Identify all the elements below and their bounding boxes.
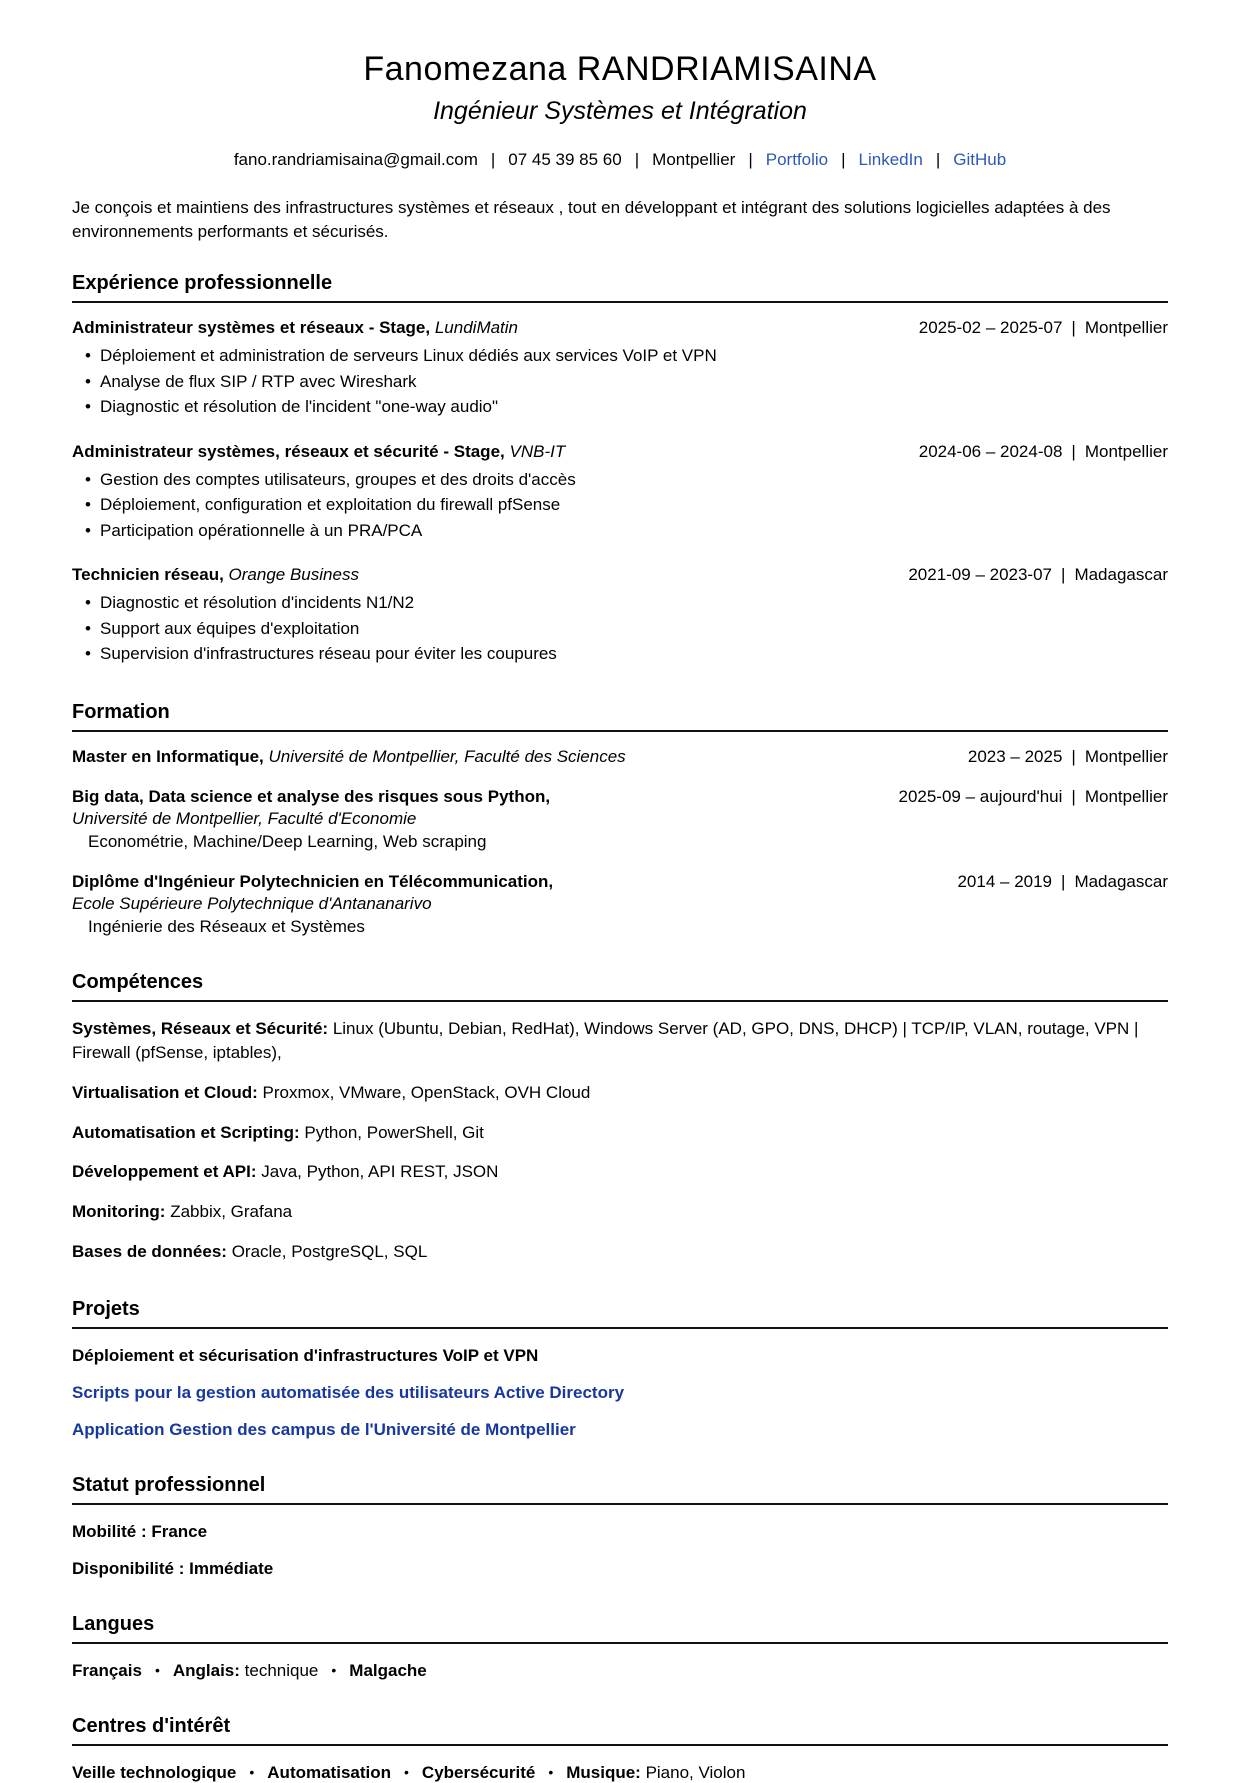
language-level: technique <box>244 1661 319 1681</box>
contact-separator: | <box>935 150 941 169</box>
bullet-item: • Diagnostic et résolution d'incidents N1/N2 <box>100 590 1168 616</box>
section-heading-education: Formation <box>72 701 1168 732</box>
section-heading-experience: Expérience professionnelle <box>72 272 1168 303</box>
entry-title-line <box>72 747 626 767</box>
contact-email: fano.randriamisaina@gmail.com <box>233 150 478 169</box>
entry-date: 2021-09 – 2023-07 <box>908 565 1053 585</box>
skill-line <box>72 1200 1168 1225</box>
skill-category-label: Automatisation et Scripting: <box>72 1122 300 1142</box>
entry-meta <box>957 872 1168 892</box>
contact-link-portfolio[interactable]: Portfolio <box>765 150 829 169</box>
interest-item: Cybersécurité <box>421 1763 536 1783</box>
entry-company: Orange Business <box>228 565 359 585</box>
education-details: Econométrie, Machine/Deep Learning, Web scraping <box>88 831 487 851</box>
interest-list <box>72 1763 1168 1783</box>
project-link[interactable]: Application Gestion des campus de l'Université de Montpellier <box>72 1420 576 1440</box>
experience-entry <box>72 318 1168 420</box>
entry-title: Administrateur systèmes, réseaux et sécurité - Stage, <box>72 441 505 461</box>
contact-location: Montpellier <box>652 150 736 169</box>
skill-category-label: Virtualisation et Cloud: <box>72 1083 258 1103</box>
school-name: Ecole Supérieure Polytechnique d'Antananarivo <box>72 893 432 913</box>
degree-title: Big data, Data science et analyse des risques sous Python, <box>72 786 551 806</box>
bullet-item: • Déploiement et administration de serveurs Linux dédiés aux services VoIP et VPN <box>100 343 1168 369</box>
school-name: Université de Montpellier, Faculté d'Economie <box>72 808 417 828</box>
meta-separator: | <box>1071 746 1076 766</box>
entry-date: 2023 – 2025 <box>967 746 1063 766</box>
entry-header <box>72 747 1168 767</box>
degree-title: Master en Informatique, <box>72 746 264 766</box>
entry-date: 2014 – 2019 <box>957 871 1053 891</box>
entry-meta <box>908 565 1168 585</box>
section-heading-skills: Compétences <box>72 971 1168 1002</box>
interest-item: Musique: <box>566 1763 641 1783</box>
candidate-title: Ingénieur Systèmes et Intégration <box>433 97 807 125</box>
language-list <box>72 1661 1168 1681</box>
contact-row <box>72 150 1168 170</box>
entry-header <box>72 565 1168 585</box>
education-entry <box>72 747 1168 767</box>
education-entry <box>72 872 1168 937</box>
entry-location: Montpellier <box>1084 746 1168 766</box>
skill-values: Zabbix, Grafana <box>170 1201 293 1221</box>
entry-meta <box>898 787 1168 807</box>
language-item: Malgache <box>349 1661 427 1681</box>
entry-date: 2025-09 – aujourd'hui <box>898 786 1063 806</box>
bullet-item: • Participation opérationnelle à un PRA/PCA <box>100 518 1168 544</box>
skill-line <box>72 1017 1168 1066</box>
entry-header <box>72 872 1168 892</box>
project-title: Déploiement et sécurisation d'infrastructures VoIP et VPN <box>72 1346 539 1366</box>
section-heading-status: Statut professionnel <box>72 1474 1168 1505</box>
section-experience <box>72 272 1168 667</box>
list-separator-dot: • <box>331 1662 337 1679</box>
section-projects <box>72 1298 1168 1440</box>
section-interests <box>72 1715 1168 1783</box>
section-heading-languages: Langues <box>72 1613 1168 1644</box>
skill-line <box>72 1121 1168 1146</box>
entry-header <box>72 318 1168 338</box>
entry-meta <box>919 442 1168 462</box>
meta-separator: | <box>1061 871 1066 891</box>
education-entry <box>72 787 1168 852</box>
bullet-item: • Supervision d'infrastructures réseau pour éviter les coupures <box>100 641 1168 667</box>
section-skills <box>72 971 1168 1264</box>
project-link[interactable]: Scripts pour la gestion automatisée des utilisateurs Active Directory <box>72 1383 625 1403</box>
list-separator-dot: • <box>154 1662 160 1679</box>
contact-separator: | <box>490 150 496 169</box>
bullet-item: • Diagnostic et résolution de l'incident "one-way audio" <box>100 394 1168 420</box>
section-education <box>72 701 1168 937</box>
meta-separator: | <box>1071 441 1076 461</box>
experience-entry <box>72 565 1168 667</box>
experience-entry <box>72 442 1168 544</box>
skill-line <box>72 1240 1168 1265</box>
language-item: Anglais: <box>172 1661 240 1681</box>
degree-title: Diplôme d'Ingénieur Polytechnicien en Télécommunication, <box>72 871 554 891</box>
entry-title-line <box>72 565 359 585</box>
summary-text: Je conçois et maintiens des infrastructures systèmes et réseaux , tout en développant et intégrant des solutions logicielles adaptées à des environnements performants et sécurisés. <box>72 198 1111 242</box>
interest-item: Automatisation <box>267 1763 392 1783</box>
entry-title-line <box>72 442 565 462</box>
candidate-name: Fanomezana RANDRIAMISAINA <box>363 50 877 88</box>
entry-title: Administrateur systèmes et réseaux - Stage, <box>72 318 431 338</box>
skill-category-label: Bases de données: <box>72 1241 227 1261</box>
contact-phone: 07 45 39 85 60 <box>508 150 622 169</box>
language-item: Français <box>72 1661 142 1681</box>
skill-category-label: Systèmes, Réseaux et Sécurité: <box>72 1018 329 1038</box>
skill-values: Proxmox, VMware, OpenStack, OVH Cloud <box>262 1083 591 1103</box>
contact-separator: | <box>841 150 846 169</box>
skill-category-label: Développement et API: <box>72 1162 257 1182</box>
bullet-item: • Support aux équipes d'exploitation <box>100 616 1168 642</box>
entry-location: Montpellier <box>1084 441 1168 461</box>
entry-location: Montpellier <box>1084 786 1168 806</box>
skill-values: Python, PowerShell, Git <box>304 1122 484 1142</box>
meta-separator: | <box>1071 786 1076 806</box>
entry-location: Montpellier <box>1084 318 1168 338</box>
contact-link-linkedin[interactable]: LinkedIn <box>858 150 923 169</box>
bullet-item: • Gestion des comptes utilisateurs, groupes et des droits d'accès <box>100 467 1168 493</box>
entry-location: Madagascar <box>1074 565 1168 585</box>
list-separator-dot: • <box>249 1764 255 1781</box>
skill-line <box>72 1160 1168 1185</box>
entry-meta <box>919 318 1168 338</box>
entry-company: LundiMatin <box>434 318 519 338</box>
section-heading-projects: Projets <box>72 1298 1168 1329</box>
status-item: Disponibilité : Immédiate <box>72 1559 274 1579</box>
section-status <box>72 1474 1168 1579</box>
contact-separator: | <box>748 150 753 169</box>
skill-values: Oracle, PostgreSQL, SQL <box>231 1241 428 1261</box>
school-name: Université de Montpellier, Faculté des Sciences <box>268 746 626 766</box>
entry-company: VNB-IT <box>509 441 566 461</box>
section-languages <box>72 1613 1168 1681</box>
bullet-item: • Déploiement, configuration et exploitation du firewall pfSense <box>100 492 1168 518</box>
interest-detail: Piano, Violon <box>645 1763 746 1783</box>
skill-line <box>72 1081 1168 1106</box>
skill-category-label: Monitoring: <box>72 1201 166 1221</box>
bullet-list <box>72 343 1168 420</box>
entry-date: 2024-06 – 2024-08 <box>918 441 1063 461</box>
bullet-item: • Analyse de flux SIP / RTP avec Wireshark <box>100 369 1168 395</box>
education-details: Ingénierie des Réseaux et Systèmes <box>88 916 365 936</box>
entry-title-line <box>72 318 518 338</box>
skill-values: Java, Python, API REST, JSON <box>261 1162 499 1182</box>
bullet-list <box>72 590 1168 667</box>
list-separator-dot: • <box>404 1764 409 1781</box>
entry-meta <box>968 747 1168 767</box>
meta-separator: | <box>1061 565 1066 585</box>
entry-location: Madagascar <box>1074 871 1168 891</box>
list-separator-dot: • <box>548 1764 554 1781</box>
entry-date: 2025-02 – 2025-07 <box>918 318 1063 338</box>
contact-link-github[interactable]: GitHub <box>953 150 1007 169</box>
status-item: Mobilité : France <box>72 1522 208 1542</box>
interest-item: Veille technologique <box>72 1763 237 1783</box>
entry-header <box>72 787 1168 807</box>
entry-header <box>72 442 1168 462</box>
meta-separator: | <box>1071 318 1076 338</box>
skill-values: Linux (Ubuntu, Debian, RedHat), Windows Server (AD, GPO, DNS, DHCP) | TCP/IP, VLAN, routage, VPN | Firewall (pfSense, iptables), <box>72 1018 1139 1063</box>
entry-title: Technicien réseau, <box>72 565 224 585</box>
bullet-list <box>72 467 1168 544</box>
section-heading-interests: Centres d'intérêt <box>72 1715 1168 1746</box>
contact-separator: | <box>634 150 640 169</box>
